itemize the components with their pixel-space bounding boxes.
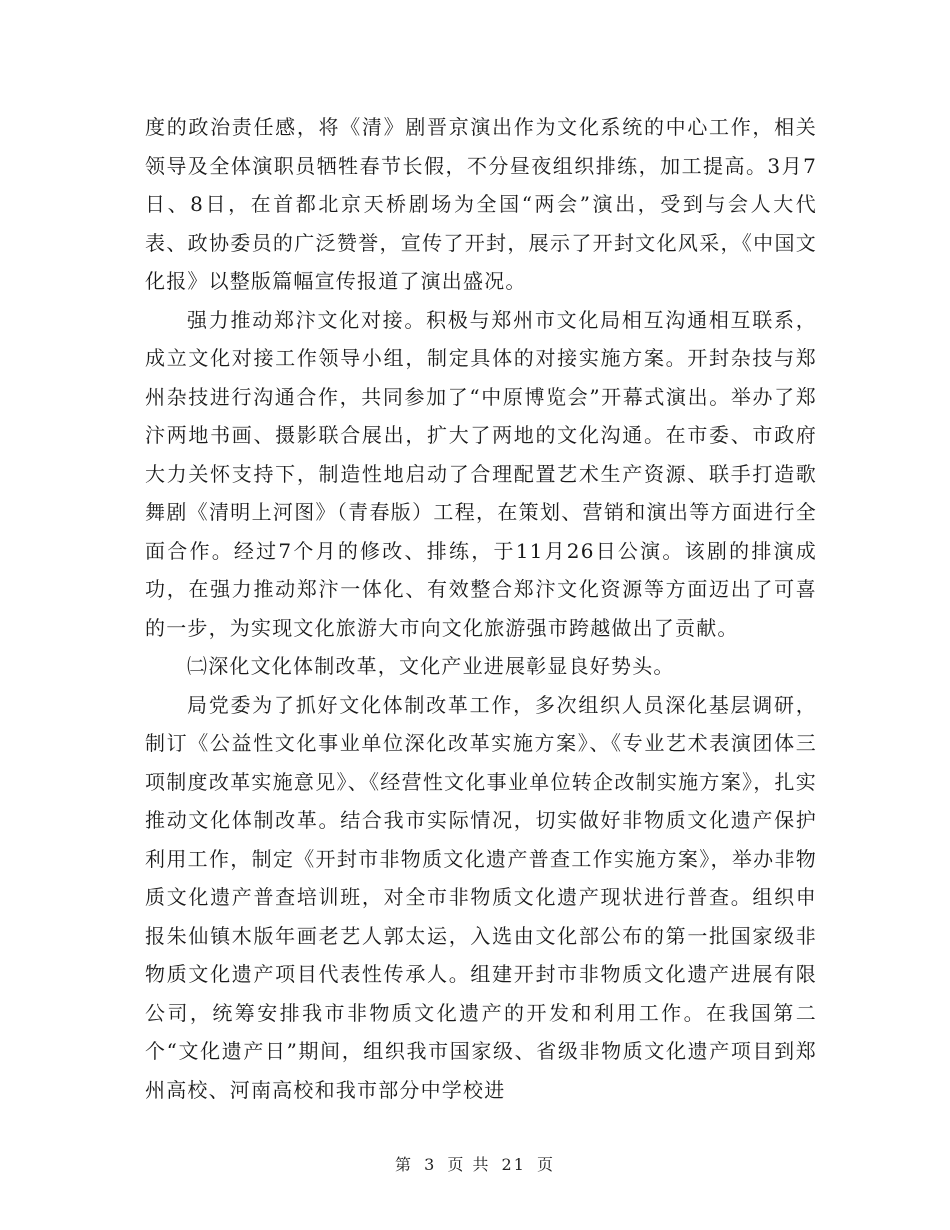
page-footer-middle: 页 共 xyxy=(447,1155,491,1174)
page-footer-prefix: 第 xyxy=(394,1155,413,1174)
page-number-total: 21 xyxy=(501,1155,526,1174)
paragraph-2: 强力推动郑汴文化对接。积极与郑州市文化局相互沟通相互联系，成立文化对接工作领导小组，制定具体的对接实施方案。开封杂技与郑州杂技进行沟通合作，共同参加了“中原博览会”开幕式演出。举办了郑汴两地书画、摄影联合展出，扩大了两地的文化沟通。在市委、市政府大力关怀支持下，制造性地启动了合理配置艺术生产资源、联手打造歌舞剧《清明上河图》（青春版）工程，在策划、营销和演出等方面进行全面合作。经过7个月的修改、排练，于11月26日公演。该剧的排演成功，在强力推动郑汴一体化、有效整合郑汴文化资源等方面迈出了可喜的一步，为实现文化旅游大市向文化旅游强市跨越做出了贡献。 xyxy=(145,307,817,640)
page-footer-suffix: 页 xyxy=(537,1155,556,1174)
paragraph-4: 局党委为了抓好文化体制改革工作，多次组织人员深化基层调研，制订《公益性文化事业单位深化改革实施方案》、《专业艺术表演团体三项制度改革实施意见》、《经营性文化事业单位转企改制实施方案》，扎实推动文化体制改革。结合我市实际情况，切实做好非物质文化遗产保护利用工作，制定《开封市非物质文化遗产普查工作实施方案》，举办非物质文化遗产普查培训班，对全市非物质文化遗产现状进行普查。组织申报朱仙镇木版年画老艺人郭太运，入选由文化部公布的第一批国家级非物质文化遗产项目代表性传承人。组建开封市非物质文化遗产进展有限公司，统筹安排我市非物质文化遗产的开发和利用工作。在我国第二个“文化遗产日”期间，组织我市国家级、省级非物质文化遗产项目到郑州高校、河南高校和我市部分中学校进 xyxy=(145,692,817,1102)
section-heading: ㈡深化文化体制改革，文化产业进展彰显良好势头。 xyxy=(187,654,675,678)
document-body xyxy=(145,108,817,1109)
page-footer xyxy=(0,1152,950,1175)
paragraph-1: 度的政治责任感，将《清》剧晋京演出作为文化系统的中心工作，相关领导及全体演职员牺牲春节长假，不分昼夜组织排练，加工提高。3月7日、8日，在首都北京天桥剧场为全国“两会”演出，受到与会人大代表、政协委员的广泛赞誉，宣传了开封，展示了开封文化风采，《中国文化报》以整版篇幅宣传报道了演出盛况。 xyxy=(145,115,817,293)
page-number-current: 3 xyxy=(424,1155,437,1174)
